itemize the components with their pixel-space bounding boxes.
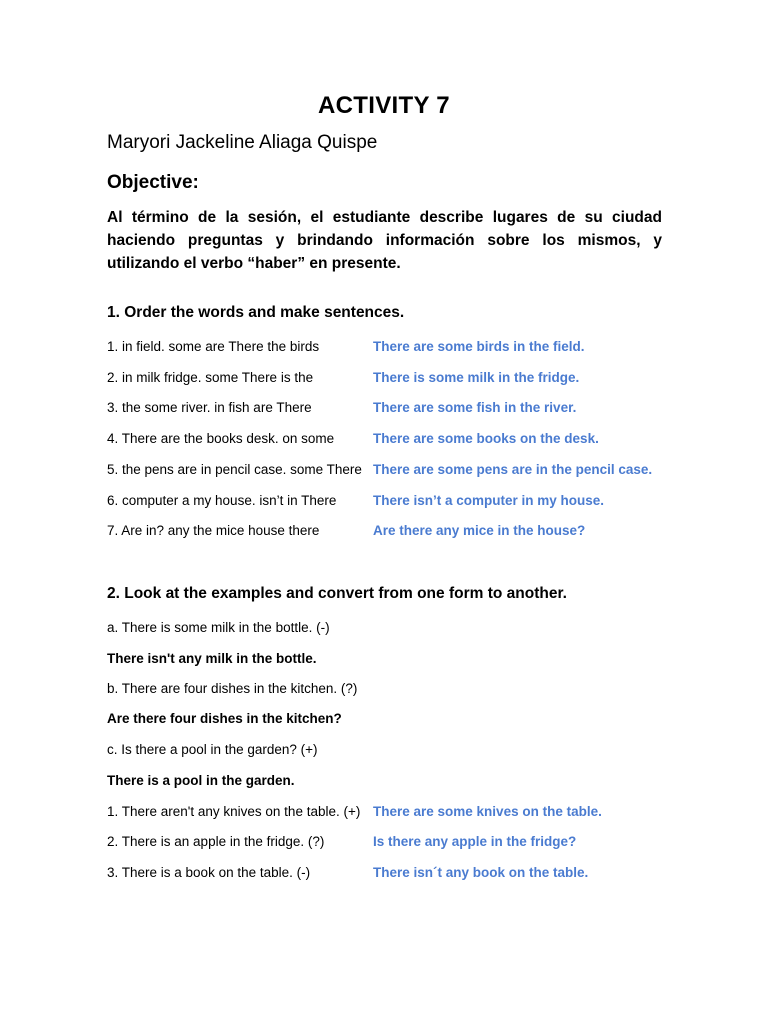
question-text: 3. the some river. in fish are There xyxy=(107,400,312,415)
question-text: 1. There aren't any knives on the table. (+) xyxy=(107,804,361,819)
answer-text: There are some fish in the river. xyxy=(373,400,577,415)
question-text: 4. There are the books desk. on some xyxy=(107,431,335,446)
answer-text: Are there any mice in the house? xyxy=(373,523,586,538)
answer-text: There are some pens are in the pencil case. xyxy=(373,462,653,477)
author-name: Maryori Jackeline Aliaga Quispe xyxy=(107,132,378,153)
example-question: a. There is some milk in the bottle. (-) xyxy=(107,620,330,635)
question-text: 7. Are in? any the mice house there xyxy=(107,523,320,538)
example-answer: There is a pool in the garden. xyxy=(107,773,295,788)
objective-heading: Objective: xyxy=(107,172,199,193)
question-text: 2. There is an apple in the fridge. (?) xyxy=(107,834,325,849)
section1-row xyxy=(107,523,667,543)
answer-text: There are some books on the desk. xyxy=(373,431,599,446)
example-answer: Are there four dishes in the kitchen? xyxy=(107,711,342,726)
answer-text: There isn’t a computer in my house. xyxy=(373,493,605,508)
answer-text: There is some milk in the fridge. xyxy=(373,370,580,385)
example-question: c. Is there a pool in the garden? (+) xyxy=(107,742,318,757)
section2-row xyxy=(107,865,667,885)
section1-row xyxy=(107,339,667,359)
section2-row xyxy=(107,804,667,824)
example-question: b. There are four dishes in the kitchen. (?) xyxy=(107,681,358,696)
question-text: 1. in field. some are There the birds xyxy=(107,339,320,354)
answer-text: There are some birds in the field. xyxy=(373,339,585,354)
answer-text: Is there any apple in the fridge? xyxy=(373,834,577,849)
objective-text: Al término de la sesión, el estudiante describe lugares de su ciudad haciendo preguntas y brindando información sobre los mismos, y utilizando el verbo “haber” en presente. xyxy=(107,209,662,272)
answer-text: There are some knives on the table. xyxy=(373,804,602,819)
section1-row xyxy=(107,431,667,451)
section2-row xyxy=(107,834,667,854)
question-text: 3. There is a book on the table. (-) xyxy=(107,865,311,880)
question-text: 5. the pens are in pencil case. some There xyxy=(107,462,362,477)
section1-heading: 1. Order the words and make sentences. xyxy=(107,304,405,321)
section1-row xyxy=(107,400,667,420)
question-text: 6. computer a my house. isn’t in There xyxy=(107,493,337,508)
question-text: 2. in milk fridge. some There is the xyxy=(107,370,314,385)
page-title: ACTIVITY 7 xyxy=(318,92,450,119)
answer-text: There isn´t any book on the table. xyxy=(373,865,589,880)
section1-row xyxy=(107,370,667,390)
example-answer: There isn't any milk in the bottle. xyxy=(107,651,317,666)
section2-heading: 2. Look at the examples and convert from one form to another. xyxy=(107,585,567,602)
section1-row xyxy=(107,462,667,482)
section1-row xyxy=(107,493,667,513)
